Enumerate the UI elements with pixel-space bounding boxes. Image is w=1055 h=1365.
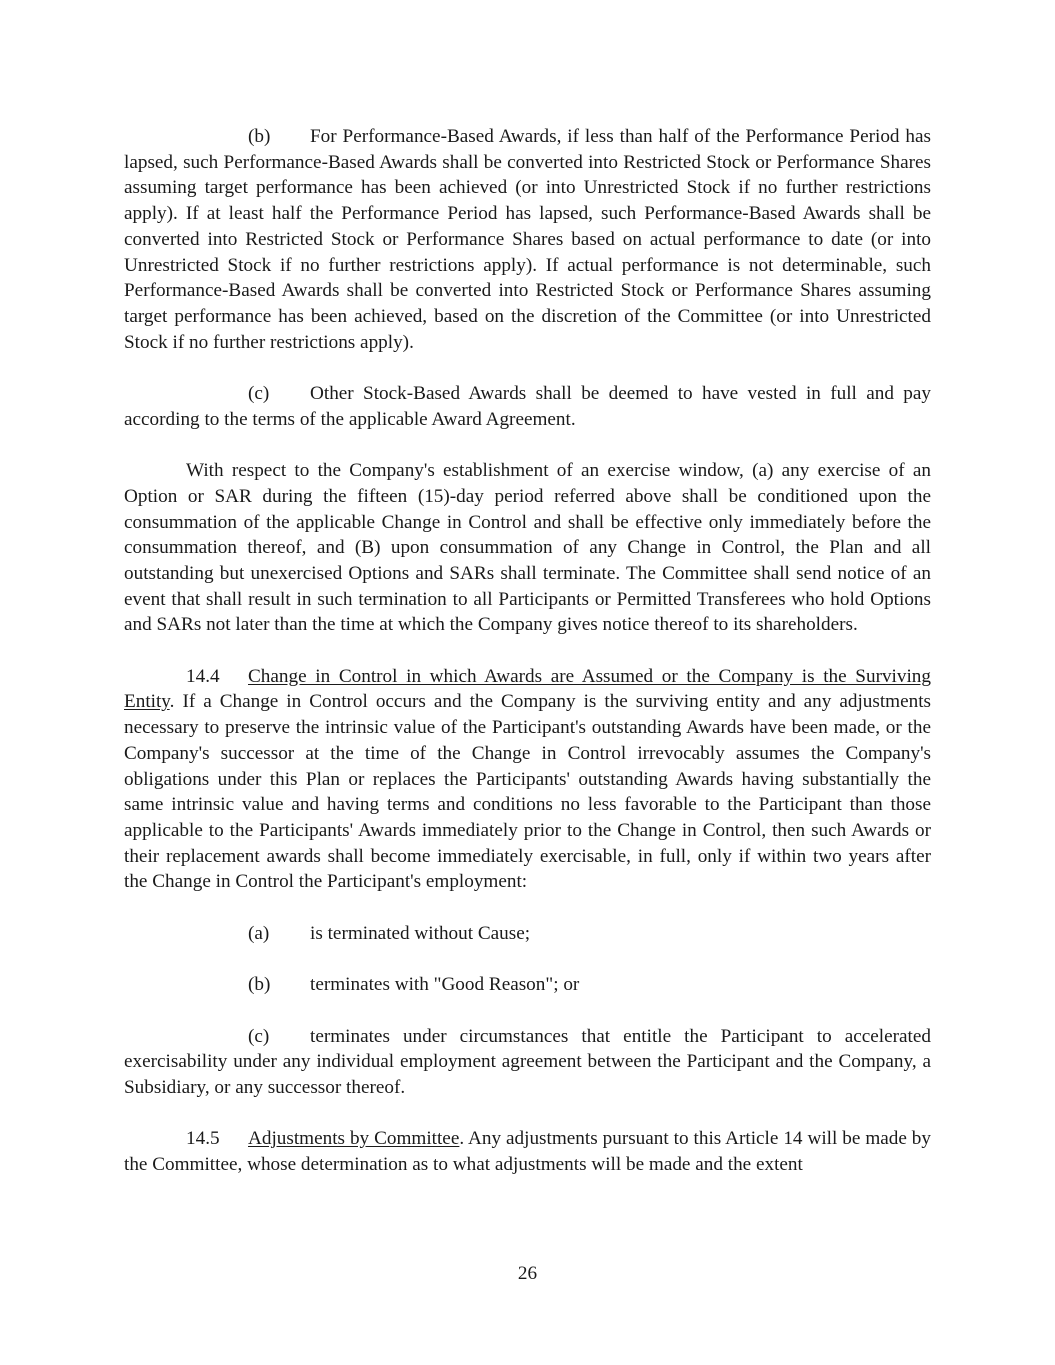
- list-item-c: [124, 1024, 931, 1101]
- section-number: 14.5: [186, 1128, 220, 1150]
- section-heading: Change in Control in which Awards are Assumed or the Company is the Surviving Entity: [124, 665, 931, 713]
- list-item-a: [124, 921, 931, 947]
- clause-label: (b): [248, 126, 271, 147]
- list-item-label: (a): [248, 922, 270, 944]
- clause-text: For Performance-Based Awards, if less than half of the Performance Period has lapsed, such Performance-Based Awards shall be converted into Restricted Stock or Performance Shares assuming target performance has been achieved (or into Unrestricted Stock if no further restrictions apply). If at least half the Performance Period has lapsed, such Performance-Based Awards shall be converted into Restricted Stock or Performance Shares based on actual performance to date (or into Unrestricted Stock if no further restrictions apply). If actual performance is not determinable, such Performance-Based Awards shall be converted into Restricted Stock or Performance Shares assuming target performance has been achieved, based on the discretion of the Committee (or into Unrestricted Stock if no further restrictions apply).: [124, 126, 931, 353]
- list-item-text: terminates under circumstances that entitle the Participant to accelerated exercisability under any individual employment agreement between the Participant and the Company, a Subsidiary, or any successor thereof.: [124, 1025, 931, 1098]
- other-awards-paragraph: [124, 381, 931, 432]
- document-page: [124, 124, 931, 1203]
- section-14-5-paragraph: [124, 1126, 931, 1177]
- performance-awards-paragraph: [124, 124, 931, 355]
- clause-label: (c): [248, 383, 270, 405]
- list-item-text: is terminated without Cause;: [310, 922, 531, 944]
- section-14-4-paragraph: [124, 664, 931, 895]
- section-number: 14.4: [186, 665, 220, 687]
- section-heading: Adjustments by Committee: [248, 1128, 460, 1150]
- section-text: . If a Change in Control occurs and the Company is the surviving entity and any adjustments necessary to preserve the intrinsic value of the Participant's outstanding Awards have been made, or the Company's successor at the time of the Change in Control irrevocably assumes the Company's obligations under this Plan or replaces the Participants' outstanding Awards having substantially the same intrinsic value and having terms and conditions no less favorable to the Participant than those applicable to the Participants' Awards immediately prior to the Change in Control, then such Awards or their replacement awards shall become immediately exercisable, in full, only if within two years after the Change in Control the Participant's employment:: [124, 691, 931, 893]
- list-item-label: (b): [248, 974, 271, 996]
- clause-text: Other Stock-Based Awards shall be deemed to have vested in full and pay according to the terms of the applicable Award Agreement.: [124, 383, 931, 430]
- exercise-window-paragraph: With respect to the Company's establishment of an exercise window, (a) any exercise of an Option or SAR during the fifteen (15)-day period referred above shall be conditioned upon the consummation of the applicable Change in Control and shall be effective only immediately before the consummation thereof, and (B) upon consummation of any Change in Control, the Plan and all outstanding but unexercised Options and SARs shall terminate. The Committee shall send notice of an event that shall result in such termination to all Participants or Permitted Transferees who hold Options and SARs not later than the time at which the Company gives notice thereof to its shareholders.: [124, 460, 931, 636]
- page-number: 26: [517, 1263, 538, 1284]
- list-item-label: (c): [248, 1025, 270, 1047]
- list-item-text: terminates with "Good Reason"; or: [310, 974, 580, 996]
- section-text: . Any adjustments pursuant to this Article 14 will be made by the Committee, whose determination as to what adjustments will be made and the extent: [124, 1128, 931, 1176]
- list-item-b: [124, 972, 931, 998]
